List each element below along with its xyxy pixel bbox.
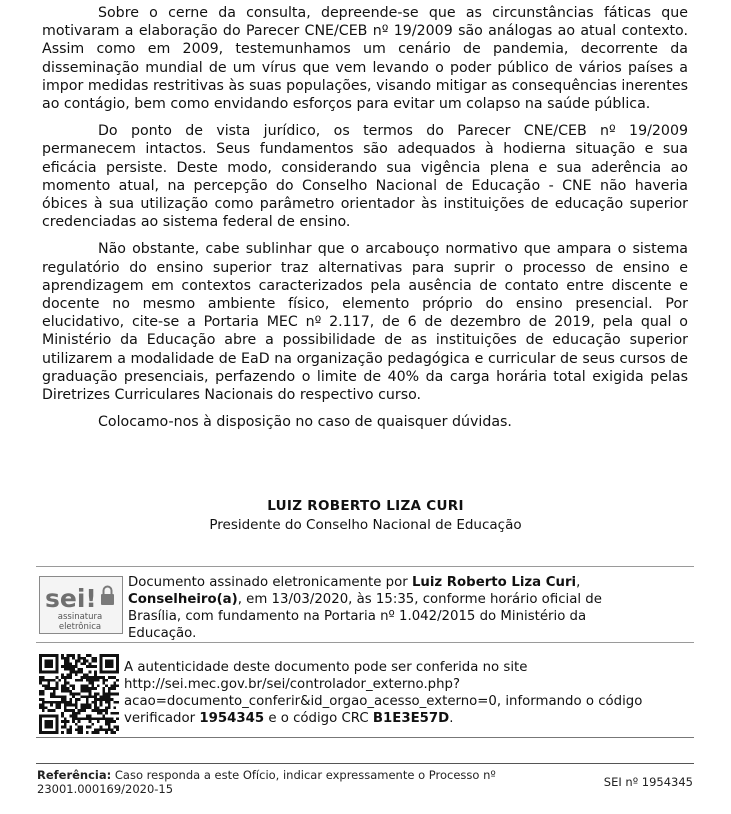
- divider: [36, 737, 694, 738]
- signer-role: Presidente do Conselho Nacional de Educação: [209, 517, 522, 533]
- divider: [36, 642, 694, 643]
- signer-bold: Luiz Roberto Liza Curi: [411, 575, 577, 590]
- verification-url[interactable]: http://sei.mec.gov.br/sei/controlador_externo.php?: [124, 677, 461, 692]
- divider: [36, 566, 694, 567]
- divider: [36, 763, 694, 764]
- footer-label: Referência:: [37, 768, 112, 782]
- seal-caption: assinatura: [57, 612, 103, 622]
- authenticity-statement: A autenticidade deste documento pode ser conferida no site http://sei.mec.gov.br/sei/controlador_externo.php? acao=documento_conferir&id_orgao_acesso_externo=0, informando o código verificador 1954345 e o código CRC B1E3E57D.: [124, 659, 684, 727]
- sei-number: SEI nº 1954345: [603, 775, 693, 789]
- signature-block: [0, 497, 731, 535]
- crc-code: B1E3E57D: [372, 711, 450, 726]
- document-body: [42, 4, 688, 440]
- signer-role-bold: Conselheiro(a): [128, 592, 238, 607]
- paragraph: Sobre o cerne da consulta, depreende-se que as circunstâncias fáticas que motivaram a elaboração do Parecer CNE/CEB nº 19/2009 são análogas ao atual contexto. Assim como em 2009, testemunhamos um cenário de pandemia, decorrente da disseminação mundial de um vírus que vem levando o poder público de vários países a impor medidas restritivas às suas populações, visando mitigar as consequências inerentes ao contágio, bem como envidando esforços para evitar um colapso na saúde pública.: [42, 5, 688, 113]
- paragraph: Não obstante, cabe sublinhar que o arcabouço normativo que ampara o sistema regulatório do ensino superior traz alternativas para suprir o processo de ensino e aprendizagem em contextos caracterizados pela ausência de contato entre discente e docente no mesmo ambiente físico, elemento próprio do ensino presencial. Por elucidativo, cite-se a Portaria MEC nº 2.117, de 6 de dezembro de 2019, pela qual o Ministério da Educação abre a possibilidade de as instituições de educação superior utilizarem a modalidade de EaD na organização pedagógica e curricular de seus cursos de graduação presenciais, perfazendo o limite de 40% da carga horária total exigida pelas Diretrizes Curriculares Nacionais do respectivo curso.: [42, 241, 688, 404]
- signer-name: LUIZ ROBERTO LIZA CURI: [267, 498, 464, 514]
- verifier-code: 1954345: [199, 711, 265, 726]
- seal-caption: eletrônica: [58, 622, 102, 632]
- verification-url[interactable]: acao=documento_conferir&id_orgao_acesso_externo=0: [124, 694, 497, 709]
- paragraph: Do ponto de vista jurídico, os termos do Parecer CNE/CEB nº 19/2009 permanecem intactos. Seus fundamentos são adequados à hodierna situação e sua eficácia persiste. Deste modo, considerando sua vigência plena e sua aderência ao momento atual, na percepção do Conselho Nacional de Educação - CNE não haveria óbices à sua utilização como parâmetro orientador às instituições de educação superior credenciadas ao sistema federal de ensino.: [42, 123, 688, 231]
- lock-icon: [101, 594, 114, 605]
- footer-reference: Referência: Caso responda a este Ofício, indicar expressamente o Processo nº 23001.000169/2020-15: [37, 769, 557, 796]
- process-number: 23001.000169/2020-15: [37, 781, 174, 796]
- sei-seal-icon: [39, 576, 123, 634]
- paragraph: Colocamo-nos à disposição no caso de quaisquer dúvidas.: [98, 414, 512, 431]
- qr-code-icon: [39, 654, 119, 734]
- signature-statement: Documento assinado eletronicamente por Luiz Roberto Liza Curi, Conselheiro(a), em 13/03/2020, às 15:35, conforme horário oficial de Brasília, com fundamento na Portaria nº 1.042/2015 do Ministério da Educação.: [128, 575, 602, 641]
- seal-logo-text: sei!: [45, 584, 97, 613]
